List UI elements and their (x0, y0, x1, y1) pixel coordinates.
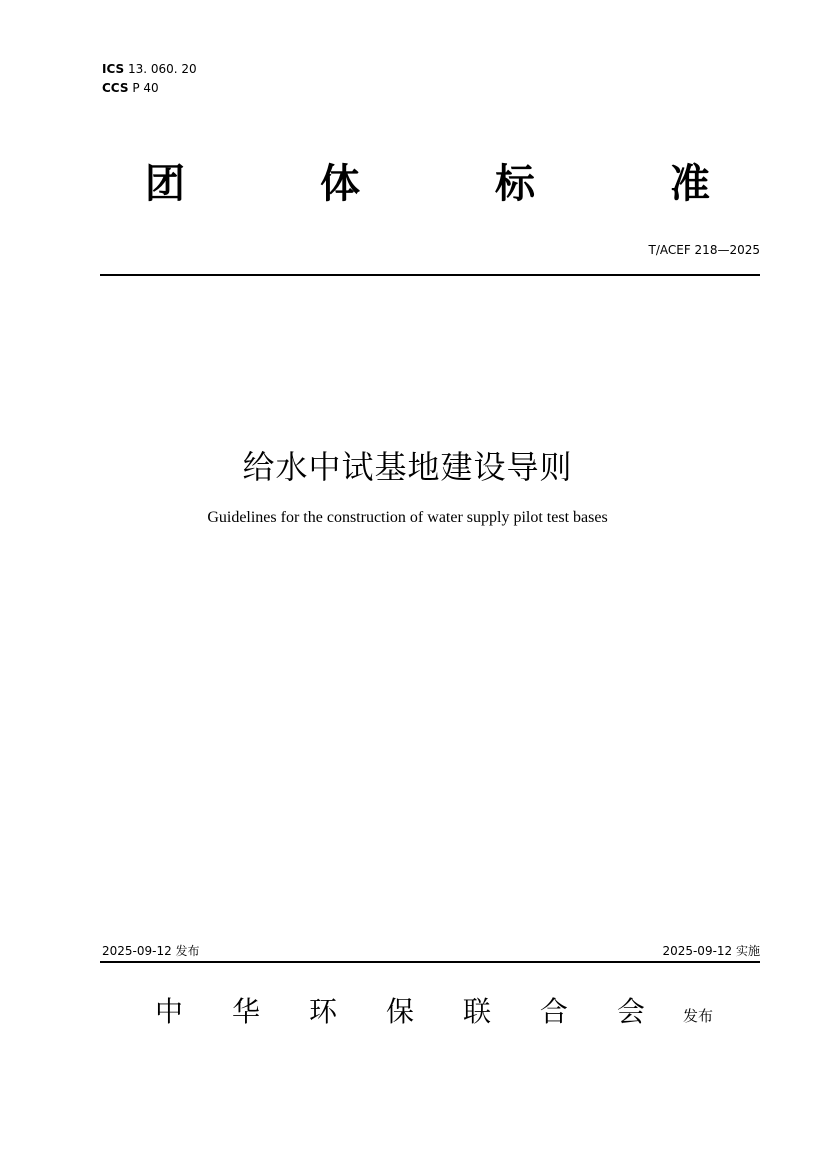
standard-type-heading (100, 152, 760, 208)
publisher-org-char: 联 (462, 995, 491, 1028)
issue-label: 发布 (683, 1007, 714, 1025)
publisher-org-char: 会 (616, 995, 645, 1028)
header-divider (100, 274, 760, 276)
ccs-line (102, 79, 197, 98)
publisher-line (155, 990, 713, 1030)
ics-line (102, 60, 197, 79)
classification-block (102, 60, 197, 98)
publisher-org-char: 合 (539, 995, 568, 1028)
publisher-org-char: 中 (155, 995, 184, 1028)
ics-label: ICS (102, 62, 125, 76)
date-row (102, 942, 760, 959)
document-title-cn: 给水中试基地建设导则 (242, 448, 573, 486)
publisher-org-char: 环 (308, 995, 337, 1028)
publisher-org-char: 华 (231, 995, 260, 1028)
publisher-org (155, 990, 645, 1030)
ics-value: 13. 060. 20 (127, 62, 197, 76)
standard-type-char: 体 (320, 160, 360, 207)
standard-type-char: 准 (670, 160, 710, 207)
standard-code: T/ACEF 218—2025 (648, 243, 760, 257)
ccs-value: P 40 (132, 81, 159, 95)
footer-divider (100, 961, 760, 963)
standard-type-char: 标 (495, 160, 535, 207)
publish-date: 2025-09-12 发布 (102, 944, 200, 958)
publisher-org-char: 保 (385, 995, 414, 1028)
effective-date: 2025-09-12 实施 (662, 944, 760, 958)
document-title-en: Guidelines for the construction of water supply pilot test bases (207, 509, 608, 526)
ccs-label: CCS (102, 81, 129, 95)
standard-type-char: 团 (145, 160, 185, 207)
